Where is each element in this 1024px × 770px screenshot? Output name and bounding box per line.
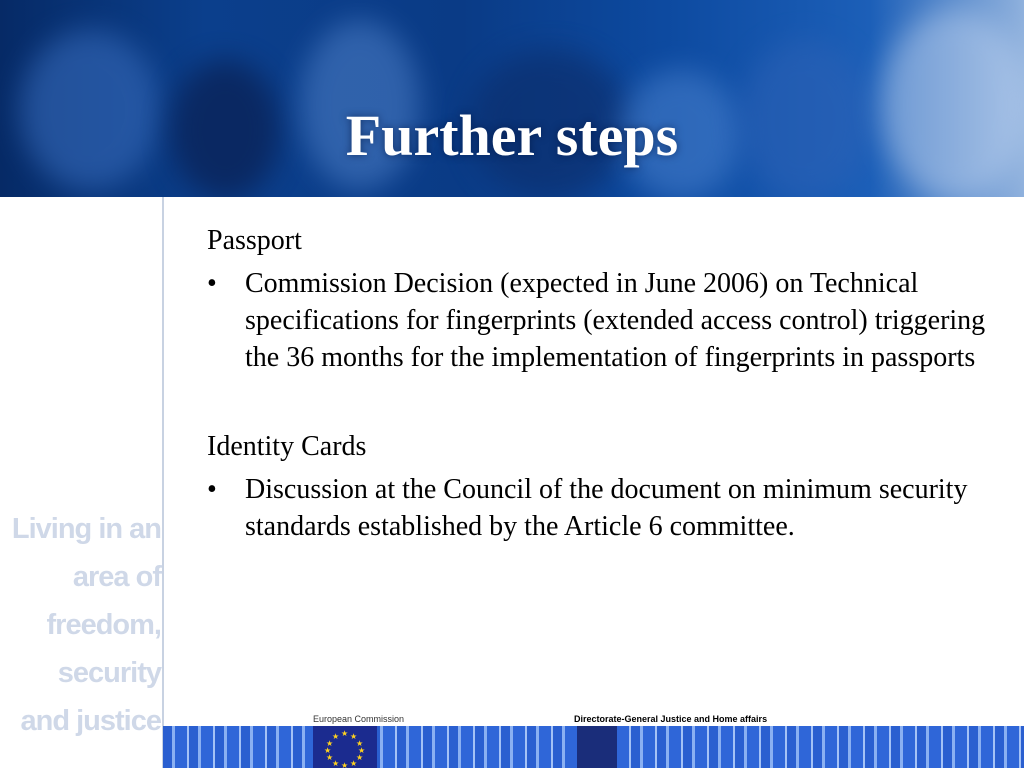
section-heading-identity-cards: Identity Cards (207, 431, 367, 462)
header-banner (0, 0, 1024, 197)
section-heading-passport: Passport (207, 225, 302, 256)
bullet-list (207, 471, 1017, 545)
eu-flag-icon: ★ ★ ★ ★ ★ ★ ★ ★ ★ ★ ★ ★ (313, 726, 377, 768)
footer-org-label: European Commission (313, 714, 405, 724)
motto-line: security (57, 657, 161, 689)
footer-figure-icon (577, 726, 617, 768)
bullet-text: Commission Decision (expected in June 2006) on Technical specifications for fingerprints (extended access control) triggering the 36 months for the implementation of fingerprints in passports (245, 268, 986, 373)
sidebar-divider (162, 197, 164, 768)
motto-line: Living in an (11, 513, 161, 545)
bullet-list (207, 265, 1017, 376)
sidebar-motto (0, 505, 161, 745)
motto-line: and justice (20, 705, 161, 737)
slide-body (207, 222, 1017, 545)
bullet-icon: • (207, 268, 217, 299)
slide-title: Further steps (345, 103, 679, 168)
list-item (207, 471, 1017, 545)
bullet-text: Discussion at the Council of the document on minimum security standards established by the Article 6 committee. (245, 474, 968, 542)
footer-dg-label: Directorate-General Justice and Home affairs (574, 714, 768, 724)
motto-line: freedom, (46, 609, 161, 641)
list-item (207, 265, 1017, 376)
bullet-icon: • (207, 474, 217, 505)
motto-line: area of (72, 561, 161, 593)
footer-labels (0, 713, 1024, 726)
